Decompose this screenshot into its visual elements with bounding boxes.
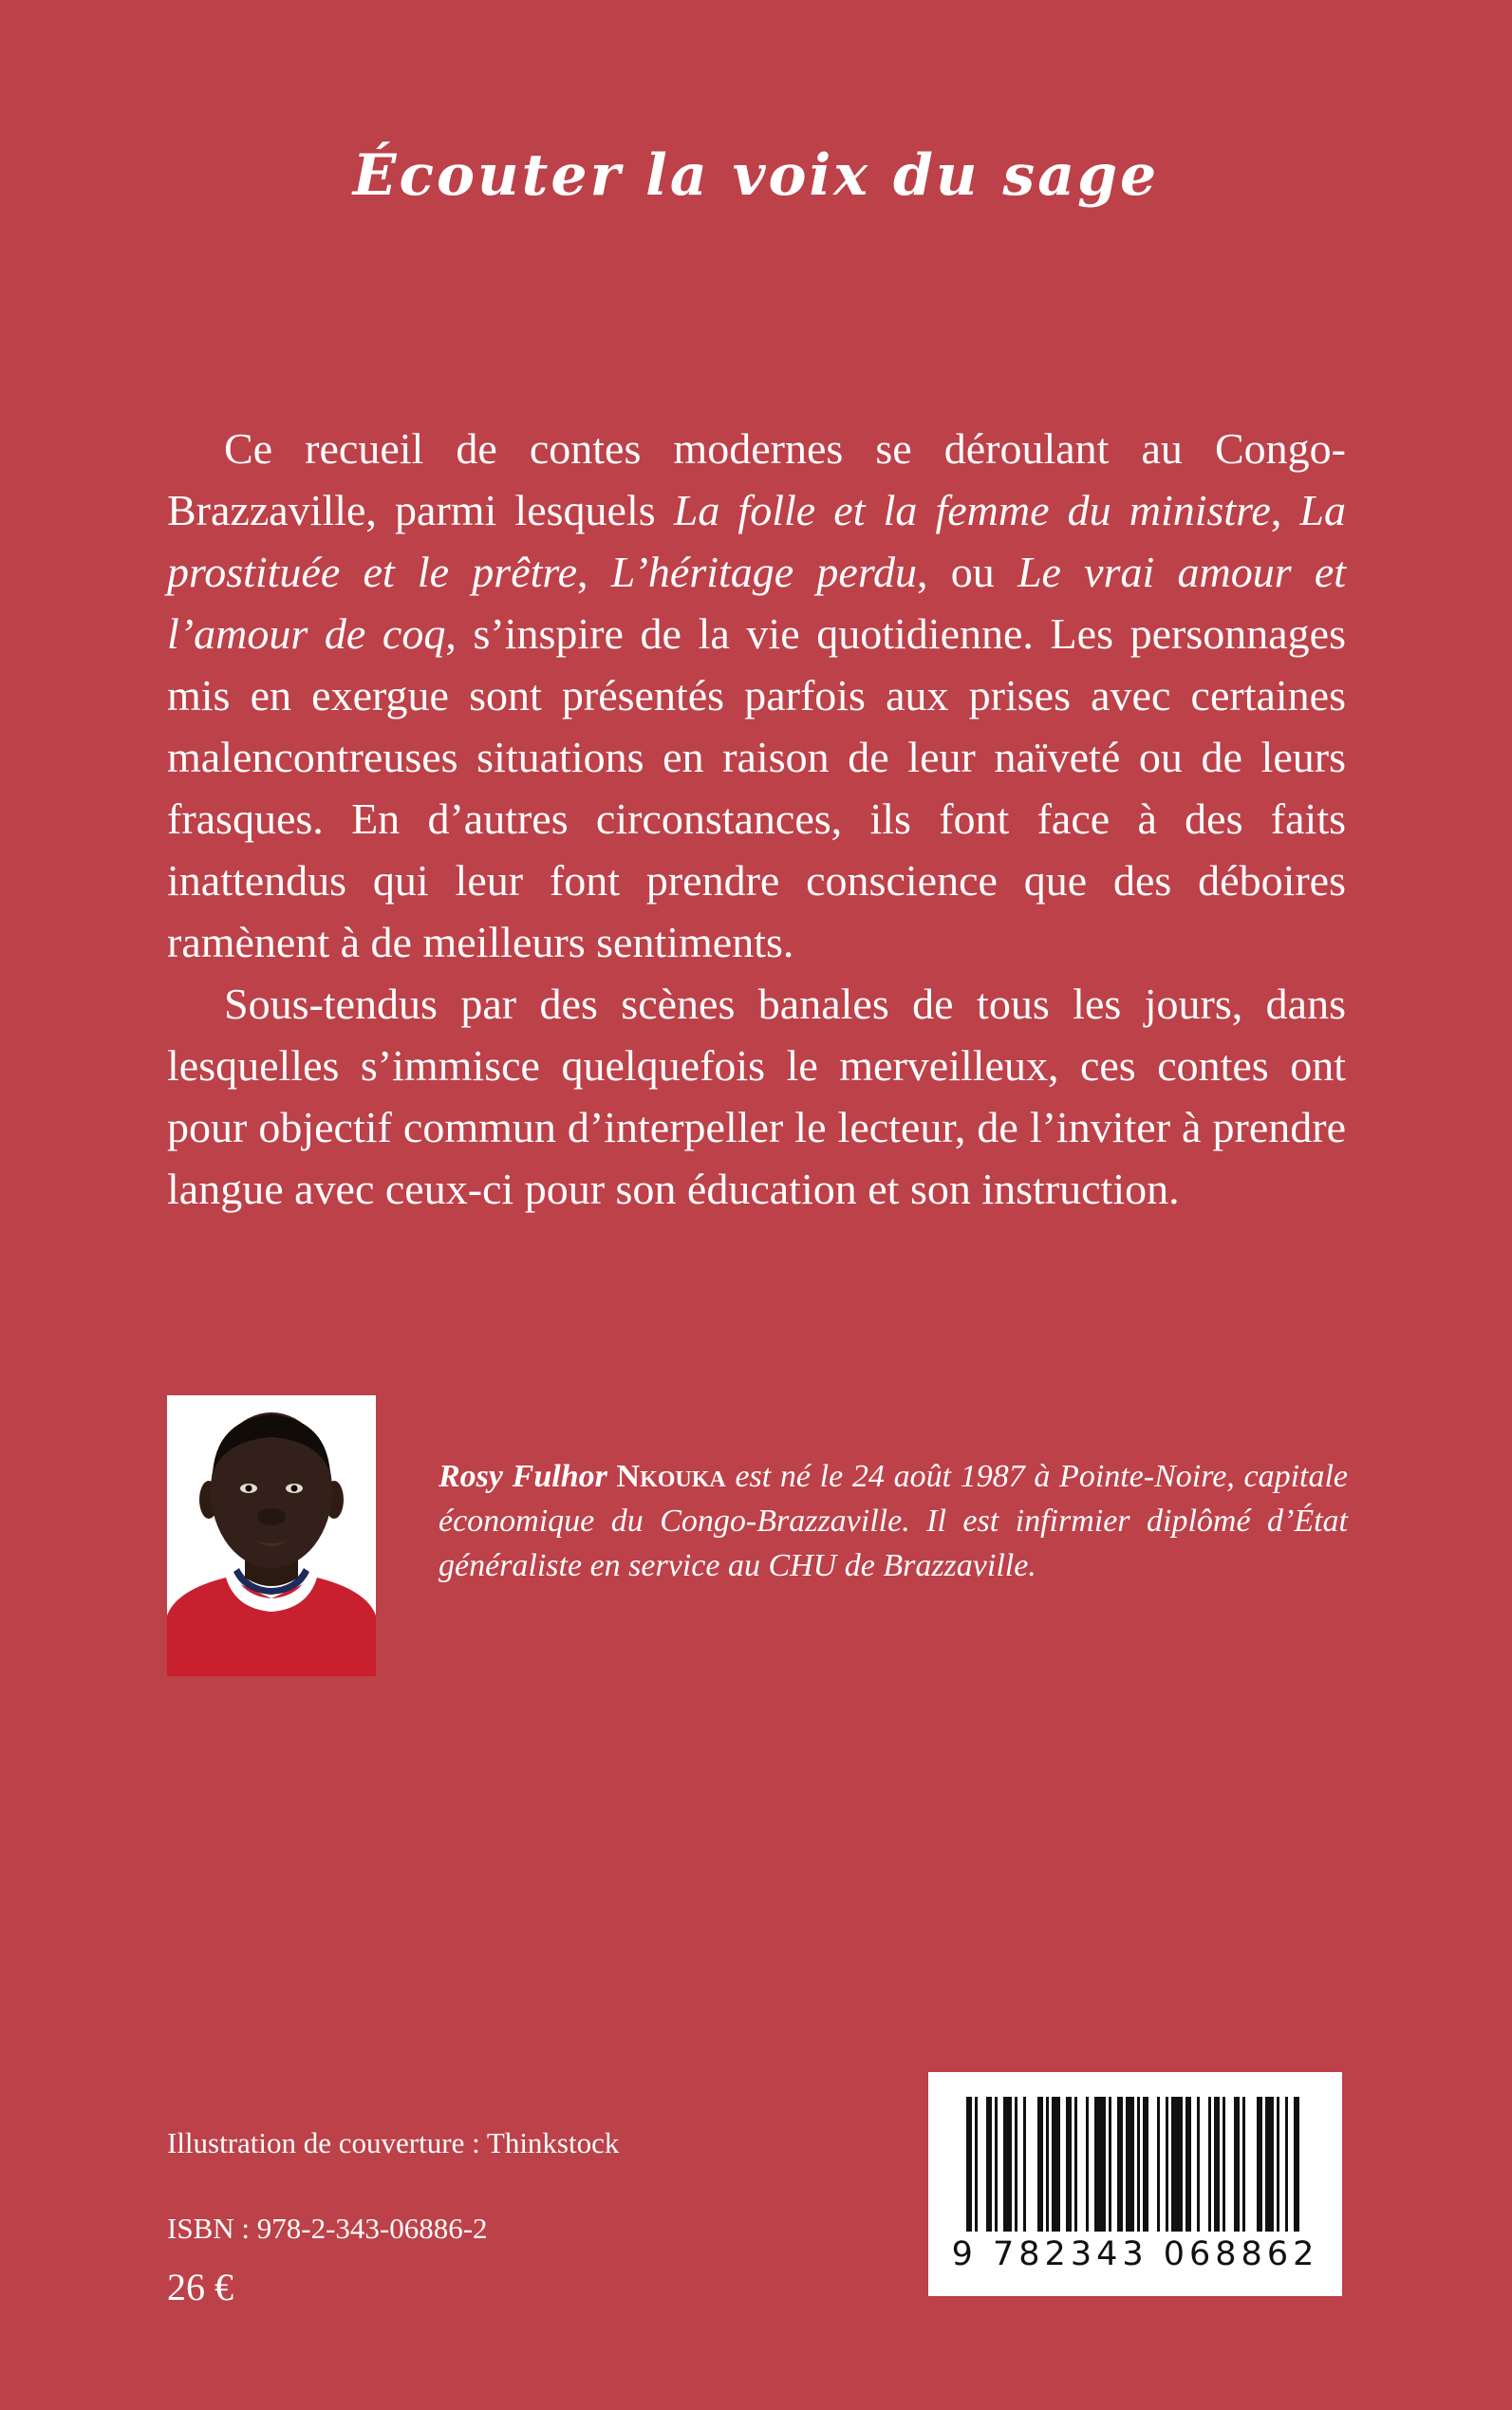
barcode-bar <box>1015 2097 1017 2232</box>
story-title: La prostituée et le prêtre <box>167 486 1347 596</box>
barcode-bar <box>1117 2097 1123 2232</box>
author-photo <box>167 1395 376 1676</box>
blurb-text: , <box>577 548 611 596</box>
barcode-bar <box>1037 2097 1043 2232</box>
barcode-bar <box>1143 2097 1148 2232</box>
barcode-bar <box>1046 2097 1049 2232</box>
barcode-bar <box>1185 2097 1191 2232</box>
blurb <box>167 418 1346 1220</box>
barcode-bar <box>1074 2097 1077 2232</box>
blurb-text: , ou <box>917 548 1017 596</box>
barcode-bar <box>1223 2097 1225 2232</box>
blurb-text: , <box>1270 486 1300 534</box>
blurb-text: Ce recueil de contes modernes se déroulant au Congo-Brazzaville, parmi lesquels <box>167 424 1346 534</box>
blurb-paragraph-2: Sous-tendus par des scènes banales de tous les jours, dans lesquelles s’immisce quelquefois le merveilleux, ces contes ont pour objectif commun d’interpeller le lecteur, de l’inviter à prendre langue avec ceux-ci pour son éducation et son instruction. <box>167 980 1346 1213</box>
barcode-bar <box>1109 2097 1111 2232</box>
barcode-bar <box>1234 2097 1240 2232</box>
barcode-bar <box>975 2097 978 2232</box>
barcode-bar <box>1285 2097 1288 2232</box>
barcode-bar <box>1094 2097 1106 2232</box>
author-first-names: Rosy Fulhor <box>439 1459 607 1494</box>
barcode-bar <box>1023 2097 1026 2232</box>
barcode-bar <box>1166 2097 1168 2232</box>
barcode-bar <box>1171 2097 1183 2232</box>
story-title: Le vrai amour et l’amour de coq <box>167 548 1347 658</box>
price: 26 € <box>167 2266 233 2308</box>
barcode-bar <box>1277 2097 1279 2232</box>
barcode-bar <box>1242 2097 1245 2232</box>
barcode-bar <box>966 2097 972 2232</box>
blurb-text: , s’inspire de la vie quotidienne. Les personnages mis en exergue sont présentés parfois aux prises avec certaines malencontreuses situations en raison de leur naïveté ou de leurs frasques. En d’autres circonstances, ils font face à des faits inattendus qui leur font prendre conscience que des déboires ramènent à de meilleurs sentiments. <box>167 609 1346 966</box>
author-bio <box>439 1454 1348 1588</box>
barcode-bar <box>1052 2097 1060 2232</box>
barcode-bar <box>1137 2097 1140 2232</box>
story-title: La folle et la femme du ministre <box>673 486 1271 534</box>
barcode-bar <box>1257 2097 1262 2232</box>
barcode-bar <box>986 2097 992 2232</box>
barcode-bar <box>1066 2097 1072 2232</box>
barcode-bar <box>1208 2097 1211 2232</box>
barcode-bar <box>1294 2097 1299 2232</box>
author-surname: Nkouka <box>616 1459 726 1494</box>
barcode-digits: 9 782343 068862 <box>951 2235 1319 2273</box>
barcode-bar <box>1197 2097 1200 2232</box>
barcode-bar <box>995 2097 998 2232</box>
isbn: ISBN : 978-2-343-06886-2 <box>167 2212 488 2245</box>
barcode-bar <box>1265 2097 1274 2232</box>
story-title: L’héritage perdu <box>610 548 918 596</box>
barcode-bar <box>1214 2097 1220 2232</box>
barcode-bar <box>1126 2097 1134 2232</box>
barcode-bar <box>1086 2097 1089 2232</box>
blurb-paragraph-1 <box>167 418 1346 973</box>
author-bio-text: est né le 24 août 1987 à Pointe-Noire, capitale économique du Congo-Brazzaville. Il est infirmier diplômé d’État généraliste en service au CHU de Brazzaville. <box>439 1459 1349 1583</box>
barcode-bar <box>1157 2097 1160 2232</box>
author-portrait-icon <box>167 1395 376 1676</box>
barcode <box>928 2072 1342 2296</box>
book-title: Écouter la voix du sage <box>352 142 1160 210</box>
cover-illustration-credit: Illustration de couverture : Thinkstock <box>167 2126 620 2159</box>
barcode-bar <box>1003 2097 1012 2232</box>
